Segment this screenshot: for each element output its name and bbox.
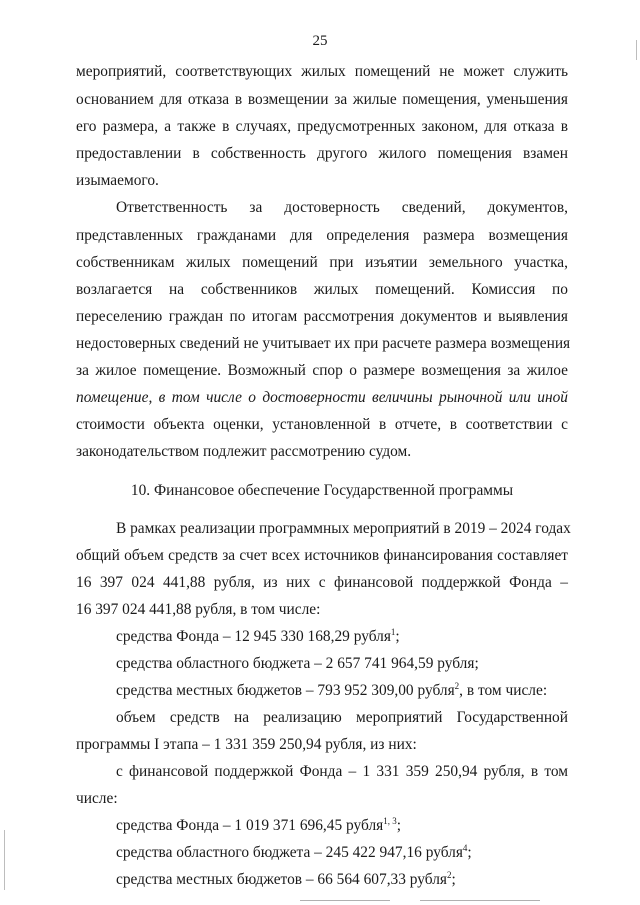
text-line: возлагается на собственников жилых помещений. Комиссия по	[76, 281, 568, 298]
section-heading: 10. Финансовое обеспечение Государственной программы	[130, 482, 514, 499]
scan-artifact	[636, 40, 637, 60]
text-line: объем средств на реализацию мероприятий Государственной	[116, 709, 568, 726]
funding-item-local: средства местных бюджетов – 793 952 309,00 рубля$^2$, в том числе:	[116, 681, 548, 699]
text-line: числе:	[76, 790, 118, 807]
text-line: общий объем средств за счет всех источников финансирования составляет	[76, 547, 568, 564]
scan-artifact	[420, 900, 540, 901]
text-line: помещение, в том числе о достоверности величины рыночной или иной	[76, 389, 568, 406]
text-line: стоимости объекта оценки, установленной в отчете, в соответствии с	[76, 416, 568, 433]
text-line: 16 397 024 441,88 рубля, из них с финансовой поддержкой Фонда –	[76, 574, 568, 591]
text-line: основанием для отказа в возмещении за жилые помещения, уменьшения	[76, 91, 568, 108]
text-line: недостоверных сведений не учитывает их при расчете размера возмещения	[76, 335, 571, 352]
stage1-item-fund: средства Фонда – 1 019 371 696,45 рубля$^{1, 3}$;	[116, 816, 401, 834]
text-line: за жилое помещение. Возможный спор о размере возмещения за жилое	[76, 362, 568, 379]
text-line: В рамках реализации программных мероприятий в 2019 – 2024 годах	[116, 520, 571, 537]
text-line: изымаемого.	[76, 172, 159, 189]
stage1-item-regional: средства областного бюджета – 245 422 947,16 рубля$^4$;	[116, 843, 472, 861]
text-line: 16 397 024 441,88 рубля, в том числе:	[76, 601, 321, 618]
scan-artifact	[4, 830, 5, 890]
stage1-item-local: средства местных бюджетов – 66 564 607,33 рубля$^2$;	[116, 870, 456, 888]
text-line: переселению граждан по итогам рассмотрения документов и выявления	[76, 308, 568, 325]
text-line: Ответственность за достоверность сведений, документов,	[116, 199, 568, 216]
text-line: с финансовой поддержкой Фонда – 1 331 359 250,94 рубля, в том	[116, 763, 568, 780]
funding-item-fund: средства Фонда – 12 945 330 168,29 рубля$^1$;	[116, 627, 400, 645]
page-number: 25	[312, 33, 328, 49]
text-line: законодательством подлежит рассмотрению судом.	[76, 443, 412, 460]
text-line: собственникам жилых помещений при изъятии земельного участка,	[76, 254, 568, 271]
text-line: мероприятий, соответствующих жилых помещений не может служить	[76, 63, 568, 80]
scan-artifact	[300, 900, 390, 901]
text-line: программы I этапа – 1 331 359 250,94 рубля, из них:	[76, 736, 417, 753]
text-line: представленных гражданами для определения размера возмещения	[76, 227, 568, 244]
funding-item-regional: средства областного бюджета – 2 657 741 964,59 рубля;	[116, 655, 479, 672]
text-line: его размера, а также в случаях, предусмотренных законом, для отказа в	[76, 118, 568, 135]
text-line: предоставлении в собственность другого жилого помещения взамен	[76, 145, 568, 162]
